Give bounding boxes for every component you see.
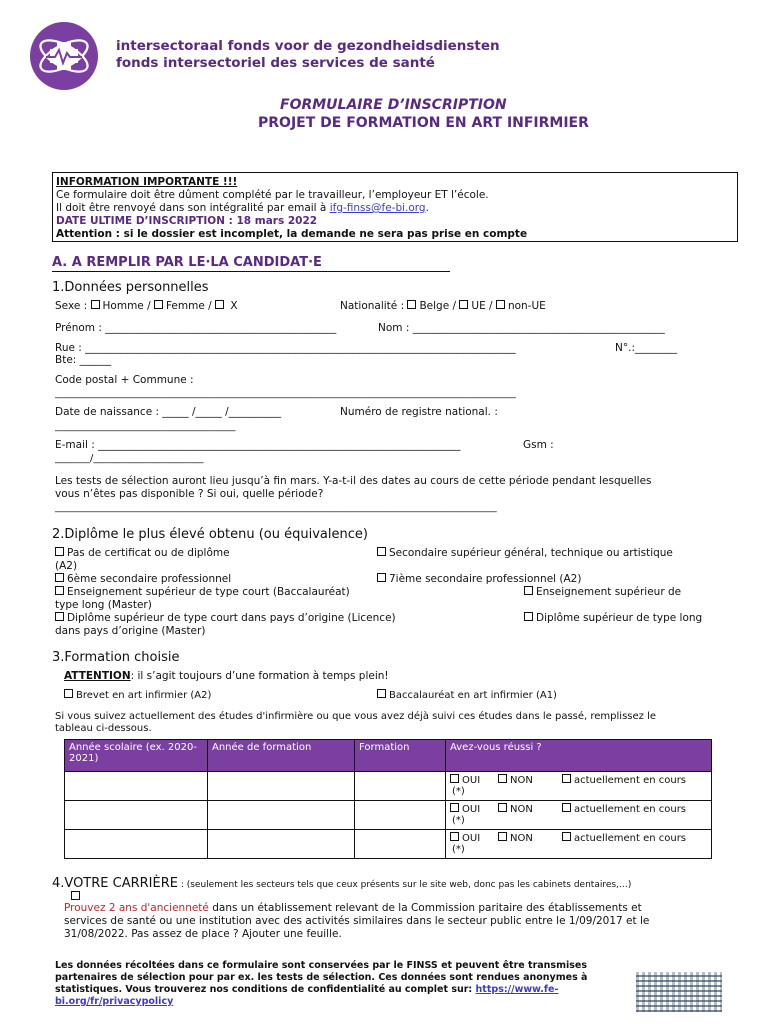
number-field[interactable]: N°.:________	[615, 342, 677, 354]
cell-formation[interactable]	[355, 801, 446, 830]
brevet-label: Brevet en art infirmier (A2)	[76, 690, 212, 701]
diploma-opt-7-checkbox[interactable]	[55, 612, 64, 621]
in-progress-label: actuellement en cours	[574, 775, 687, 786]
email-link[interactable]: ifg-finss@fe-bi.org	[329, 202, 426, 214]
box-field[interactable]: Bte: ______	[55, 354, 112, 366]
table-row	[65, 772, 712, 801]
oui-label: OUI	[462, 775, 481, 786]
header-training-year: Année de formation	[208, 740, 355, 772]
non-option	[498, 832, 533, 844]
nationality-label: Nationalité :	[340, 300, 408, 312]
career-heading	[52, 872, 631, 891]
qr-code-image	[636, 972, 722, 1012]
footer-line-1: Les données récoltées dans ce formulaire sont conservées par le FINSS et peuvent être transmises	[55, 960, 587, 971]
birth-date-field[interactable]: Date de naissance : _____ /_____ /__________	[55, 406, 282, 418]
info-heading: INFORMATION IMPORTANTE !!!	[56, 176, 238, 188]
oui-option	[450, 774, 480, 786]
sex-row	[55, 300, 238, 313]
oui-star: (*)	[452, 786, 465, 797]
cell-passed	[446, 830, 712, 859]
career-line-2: services de santé ou une institution avec des activités similaires dans le secteur public entre le 1/09/2017 et le	[64, 915, 650, 927]
selection-answer-field[interactable]: _____________________________________________________________________________________________	[55, 502, 497, 513]
diploma-opt-1	[55, 547, 230, 560]
diploma-opt-8-label: Diplôme supérieur de type long	[536, 612, 703, 624]
diploma-opt-3-checkbox[interactable]	[55, 573, 64, 582]
org-name-fr: fonds intersectoriel des services de santé	[116, 55, 435, 71]
selection-question-2: vous n’êtes pas disponible ? Si oui, quelle période?	[55, 488, 324, 500]
info-line-2-post: .	[425, 202, 429, 214]
non-ue-label: non-UE	[507, 300, 546, 312]
femme-label: Femme /	[165, 300, 216, 312]
formation-attention	[64, 670, 389, 683]
diploma-opt-5-cont: type long (Master)	[55, 599, 152, 611]
diploma-title: 2.Diplôme le plus élevé obtenu (ou équivalence)	[52, 527, 368, 542]
diploma-opt-6-label: Enseignement supérieur de	[536, 586, 682, 598]
postal-code-field[interactable]: _________________________________________________________________________________________________	[55, 388, 516, 399]
formation-note-2: tableau ci-dessous.	[55, 723, 152, 734]
attention-text: : il s’agit toujours d’une formation à temps plein!	[130, 670, 389, 682]
cell-training-year[interactable]	[208, 830, 355, 859]
career-line-3: 31/08/2022. Pas assez de place ? Ajouter une feuille.	[64, 928, 342, 940]
privacy-footer	[55, 960, 635, 1008]
diploma-opt-1-checkbox[interactable]	[55, 547, 64, 556]
deadline: DATE ULTIME D’INSCRIPTION : 18 mars 2022	[56, 215, 318, 227]
cell-training-year[interactable]	[208, 801, 355, 830]
formation-bachelier	[377, 689, 557, 702]
street-field[interactable]: Rue : __________________________________________________________________________________	[55, 342, 516, 354]
section-a-title: A. A REMPLIR PAR LE·LA CANDIDAT·E	[52, 255, 322, 270]
footer-line-3-pre: statistiques. Vous trouverez nos conditions de confidentialité au complet sur:	[55, 984, 476, 995]
privacy-link-part-1[interactable]: https://www.fe-	[475, 984, 559, 995]
header-school-year: Année scolaire (ex. 2020-2021)	[65, 740, 208, 772]
national-register-field[interactable]: ______________________________________	[55, 421, 236, 432]
cell-formation[interactable]	[355, 772, 446, 801]
oui-star: (*)	[452, 844, 465, 855]
cell-school-year[interactable]	[65, 801, 208, 830]
info-line-2	[56, 202, 429, 215]
attention-note: Attention : si le dossier est incomplet, la demande ne sera pas prise en compte	[56, 228, 528, 240]
diploma-opt-8-checkbox[interactable]	[524, 612, 533, 621]
oui-option	[450, 832, 480, 844]
diploma-opt-2-checkbox[interactable]	[377, 547, 386, 556]
in-progress-checkbox[interactable]	[562, 832, 571, 841]
x-label: X	[227, 300, 238, 312]
in-progress-option	[562, 803, 686, 815]
non-ue-checkbox[interactable]	[496, 300, 505, 309]
logo-icon	[22, 20, 106, 92]
studies-table	[64, 739, 712, 859]
section-a-underline	[52, 271, 450, 272]
diploma-opt-8	[524, 612, 702, 625]
bachelier-checkbox[interactable]	[377, 689, 386, 698]
attention-label: ATTENTION	[64, 670, 131, 682]
diploma-opt-1-label: Pas de certificat ou de diplôme	[67, 547, 230, 559]
cell-formation[interactable]	[355, 830, 446, 859]
oui-checkbox[interactable]	[450, 832, 459, 841]
bachelier-label: Baccalauréat en art infirmier (A1)	[389, 690, 557, 701]
in-progress-label: actuellement en cours	[574, 804, 687, 815]
career-subtitle: : (seulement les secteurs tels que ceux présents sur le site web, donc pas les cabinets dentaires,…)	[177, 880, 632, 890]
first-name-field[interactable]: Prénom : ____________________________________________	[55, 322, 337, 334]
sex-label: Sexe :	[55, 300, 91, 312]
oui-star: (*)	[452, 815, 465, 826]
form-subtitle: PROJET DE FORMATION EN ART INFIRMIER	[258, 115, 589, 131]
diploma-opt-6	[524, 586, 681, 599]
selection-question-1: Les tests de sélection auront lieu jusqu’à fin mars. Y-a-t-il des dates au cours de cette période pendant lesquelles	[55, 475, 652, 487]
diploma-opt-5-checkbox[interactable]	[55, 586, 64, 595]
table-header-row	[65, 740, 712, 772]
form-title: FORMULAIRE D’INSCRIPTION	[280, 97, 507, 113]
in-progress-checkbox[interactable]	[562, 774, 571, 783]
cell-passed	[446, 801, 712, 830]
diploma-opt-1-cont: (A2)	[55, 560, 78, 572]
diploma-opt-7-cont: dans pays d’origine (Master)	[55, 625, 206, 637]
gsm-label: Gsm :	[523, 439, 554, 451]
nationality-row	[340, 300, 546, 313]
oui-option	[450, 803, 480, 815]
belge-label: Belge /	[419, 300, 460, 312]
diploma-opt-7-label: Diplôme supérieur de type court dans pays d’origine (Licence)	[67, 612, 396, 624]
non-option	[498, 803, 533, 815]
diploma-opt-4	[377, 573, 581, 586]
in-progress-label: actuellement en cours	[574, 833, 687, 844]
header-passed: Avez-vous réussi ?	[446, 740, 712, 772]
diploma-opt-2	[377, 547, 673, 560]
diploma-opt-4-checkbox[interactable]	[377, 573, 386, 582]
personal-data-title: 1.Données personnelles	[52, 280, 209, 295]
cell-school-year[interactable]	[65, 772, 208, 801]
in-progress-option	[562, 832, 686, 844]
email-field[interactable]: E-mail : _____________________________________________________________________	[55, 439, 461, 451]
in-progress-option	[562, 774, 686, 786]
logo	[22, 20, 106, 92]
career-red-text: Prouvez 2 ans d'ancienneté	[64, 902, 209, 914]
brevet-checkbox[interactable]	[64, 689, 73, 698]
important-info-box	[52, 172, 738, 242]
non-label: NON	[510, 804, 533, 815]
diploma-opt-4-label: 7ième secondaire professionnel (A2)	[389, 573, 582, 585]
cell-passed	[446, 772, 712, 801]
belge-checkbox[interactable]	[407, 300, 416, 309]
homme-checkbox[interactable]	[91, 300, 100, 309]
diploma-opt-2-label: Secondaire supérieur général, technique ou artistique	[389, 547, 673, 559]
career-line-1	[64, 902, 642, 915]
table-row	[65, 801, 712, 830]
postal-code-label: Code postal + Commune :	[55, 374, 194, 386]
table-row	[65, 830, 712, 859]
footer-line-3	[55, 984, 635, 996]
diploma-opt-3-label: 6ème secondaire professionnel	[67, 573, 232, 585]
cell-training-year[interactable]	[208, 772, 355, 801]
formation-title: 3.Formation choisie	[52, 650, 180, 665]
diploma-opt-5-label: Enseignement supérieur de type court (Baccalauréat)	[67, 586, 350, 598]
homme-label: Homme /	[102, 300, 154, 312]
diploma-opt-7	[55, 612, 396, 625]
oui-label: OUI	[462, 804, 481, 815]
last-name-field[interactable]: Nom : ________________________________________________	[378, 322, 665, 334]
non-label: NON	[510, 833, 533, 844]
header-formation: Formation	[355, 740, 446, 772]
oui-checkbox[interactable]	[450, 774, 459, 783]
footer-line-2: partenaires de sélection pour par ex. les tests de sélection. Ces données sont rendues anonymes à	[55, 972, 588, 983]
diploma-opt-6-checkbox[interactable]	[524, 586, 533, 595]
non-option	[498, 774, 533, 786]
non-checkbox[interactable]	[498, 774, 507, 783]
non-checkbox[interactable]	[498, 803, 507, 812]
oui-label: OUI	[462, 833, 481, 844]
formation-note-1: Si vous suivez actuellement des études d'infirmière ou que vous avez déjà suivi ces études dans le passé, remplissez le	[55, 711, 657, 722]
diploma-opt-5	[55, 586, 350, 599]
non-checkbox[interactable]	[498, 832, 507, 841]
femme-checkbox[interactable]	[154, 300, 163, 309]
national-register-label: Numéro de registre national. :	[340, 406, 498, 418]
oui-checkbox[interactable]	[450, 803, 459, 812]
in-progress-checkbox[interactable]	[562, 803, 571, 812]
ue-label: UE /	[471, 300, 496, 312]
gsm-field[interactable]: _______/______________________	[55, 453, 204, 464]
org-name-nl: intersectoraal fonds voor de gezondheidsdiensten	[116, 38, 500, 54]
diploma-opt-3	[55, 573, 231, 586]
cell-school-year[interactable]	[65, 830, 208, 859]
info-line-1: Ce formulaire doit être dûment complété par le travailleur, l’employeur ET l’école.	[56, 189, 489, 201]
info-line-2-pre: Il doit être renvoyé dans son intégralité par email à	[56, 202, 330, 214]
career-title: 4.VOTRE CARRIÈRE	[52, 876, 178, 891]
non-label: NON	[510, 775, 533, 786]
privacy-link-part-2[interactable]: bi.org/fr/privacypolicy	[55, 996, 174, 1007]
career-line-1-rest: dans un établissement relevant de la Commission paritaire des établissements et	[208, 902, 642, 914]
career-checkbox[interactable]	[71, 891, 80, 900]
x-checkbox[interactable]	[215, 300, 224, 309]
ue-checkbox[interactable]	[459, 300, 468, 309]
formation-brevet	[64, 689, 211, 702]
